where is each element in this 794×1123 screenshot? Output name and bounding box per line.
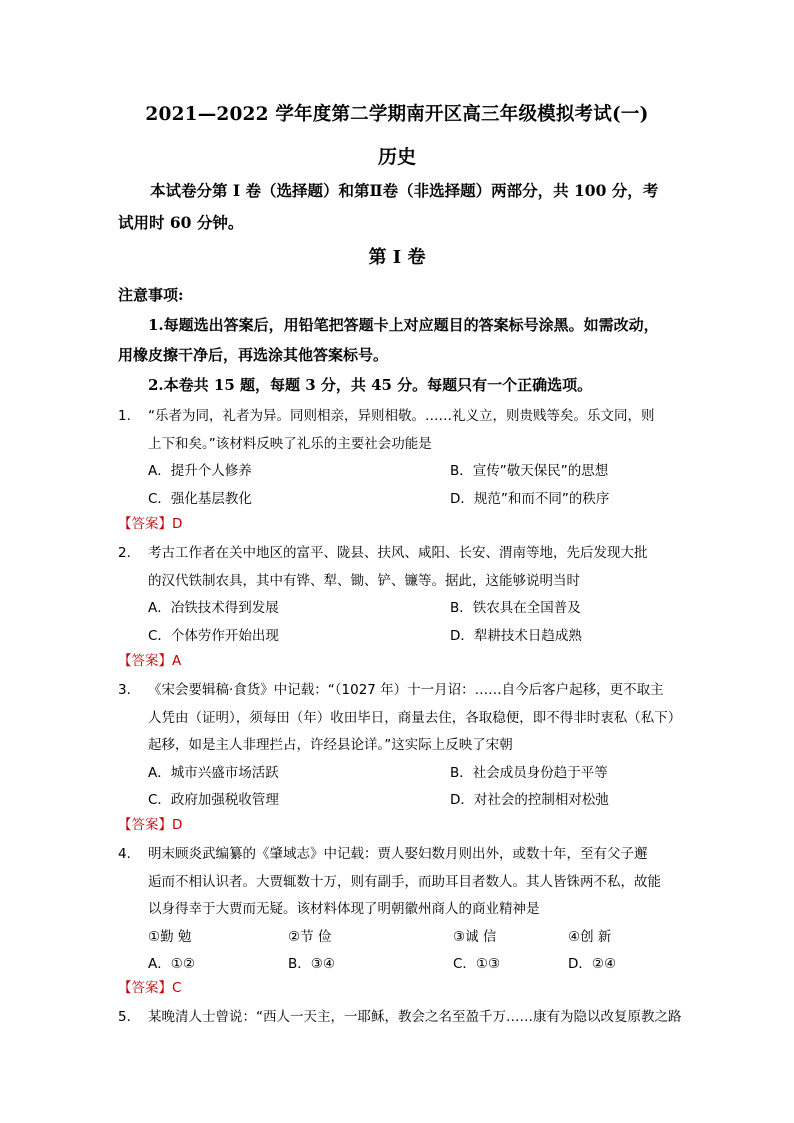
answer-label: 【答案】D [118,516,183,532]
option-b[interactable]: B．社会成员身份趋于平等 [450,764,608,781]
exam-intro [118,175,678,239]
options-row [148,595,688,623]
option-d[interactable]: D．犁耕技术日趋成熟 [450,627,582,644]
question-number: 1. [118,408,131,424]
question-5 [118,1004,688,1032]
item-2: ②节 俭 [288,928,332,945]
option-c[interactable]: C．强化基层教化 [148,490,252,507]
question-stem-line: 《宋会要辑稿·食货》中记载：“（1027 年）十一月诏：……自今后客户起移，更不取主 [148,682,664,698]
options-row [148,486,688,514]
question-1 [118,403,688,513]
answer-label: 【答案】D [118,817,183,833]
option-c[interactable]: C．政府加强税收管理 [148,792,279,808]
question-stem-line: 的汉代铁制农具，其中有铧、犁、锄、铲、镰等。据此，这能够说明当时 [148,572,580,589]
section-title: 第 I 卷 [368,247,426,268]
subject-title: 历史 [377,146,416,168]
option-d[interactable]: D．规范”和而不同”的秩序 [450,490,610,507]
question-stem-line: 某晚清人士曾说：“西人一天主，一耶稣，教会之名至盈千万……康有为隐以改复原教之路 [148,1009,682,1025]
answer-label: 【答案】C [118,980,182,996]
question-4 [118,841,688,979]
question-stem-line: 以身得幸于大贾而无疑。该材料体现了明朝徽州商人的商业精神是 [148,901,540,917]
question-stem-line: 考古工作者在关中地区的富平、陇县、扶风、咸阳、长安、渭南等地，先后发现大批 [148,545,648,561]
notice-heading: 注意事项: [118,286,184,304]
question-number: 4. [118,846,131,862]
option-c[interactable]: C．个体劳作开始出现 [148,627,279,644]
option-b[interactable]: B．③④ [288,956,335,972]
question-stem-line: 明末顾炎武编纂的《肇域志》中记载：贾人娶妇数月则出外，或数十年，至有父子邂 [148,846,648,862]
question-number: 2. [118,545,131,561]
question-number: 3. [118,682,131,698]
question-stem-line: 逅而不相认识者。大贾辄数十万，则有副手，而助耳目者数人。其人皆铢两不私，故能 [148,873,661,890]
option-b[interactable]: B．铁农具在全国普及 [450,600,581,616]
question-stem-line: 人凭由（证明），须每田（年）收田毕日，商量去住，各取稳便，即不得非时衷私（私下） [148,709,682,726]
notice-item-2: 2.本卷共 15 题，每题 3 分，共 45 分。每题只有一个正确选项。 [148,376,593,394]
option-b[interactable]: B．宣传”敬天保民”的思想 [450,463,609,479]
option-a[interactable]: A．城市兴盛市场活跃 [148,764,279,781]
question-2 [118,540,688,650]
options-row [148,458,688,486]
item-4: ④创 新 [568,928,612,945]
option-a[interactable]: A．冶铁技术得到发展 [148,600,279,616]
intro-line-2: 试用时 60 分钟。 [118,213,244,232]
options-row [148,951,688,979]
answer-label: 【答案】A [118,653,182,669]
question-number: 5. [118,1009,131,1025]
question-3 [118,677,688,815]
question-stem-line: 上下和矣。”该材料反映了礼乐的主要社会功能是 [148,435,432,452]
intro-line-1: 本试卷分第 I 卷（选择题）和第Ⅱ卷（非选择题）两部分，共 100 分，考 [150,181,659,200]
option-a[interactable]: A．提升个人修养 [148,463,252,479]
option-d[interactable]: D．对社会的控制相对松弛 [450,792,609,808]
item-1: ①勤 勉 [148,928,192,945]
options-row [148,623,688,651]
notice-body [118,310,688,400]
question-stem-line: 起移，如是主人非理拦占，许经县论详。”这实际上反映了宋朝 [148,737,513,753]
option-a[interactable]: A．①② [148,956,195,972]
notice-item-1-line-1: 1.每题选出答案后，用铅笔把答题卡上对应题目的答案标号涂黑。如需改动， [148,316,659,334]
notice-item-1-line-2: 用橡皮擦干净后，再选涂其他答案标号。 [118,346,389,364]
items-row [148,924,688,952]
option-c[interactable]: C．①③ [453,956,501,972]
options-row [148,760,688,788]
item-3: ③诚 信 [453,928,497,945]
options-row [148,787,688,815]
question-stem-line: “乐者为同，礼者为异。同则相亲，异则相敬。……礼义立，则贵贱等矣。乐文同，则 [148,408,655,424]
option-d[interactable]: D．②④ [568,956,617,972]
exam-title: 2021—2022 学年度第二学期南开区高三年级模拟考试(一) [145,104,649,125]
